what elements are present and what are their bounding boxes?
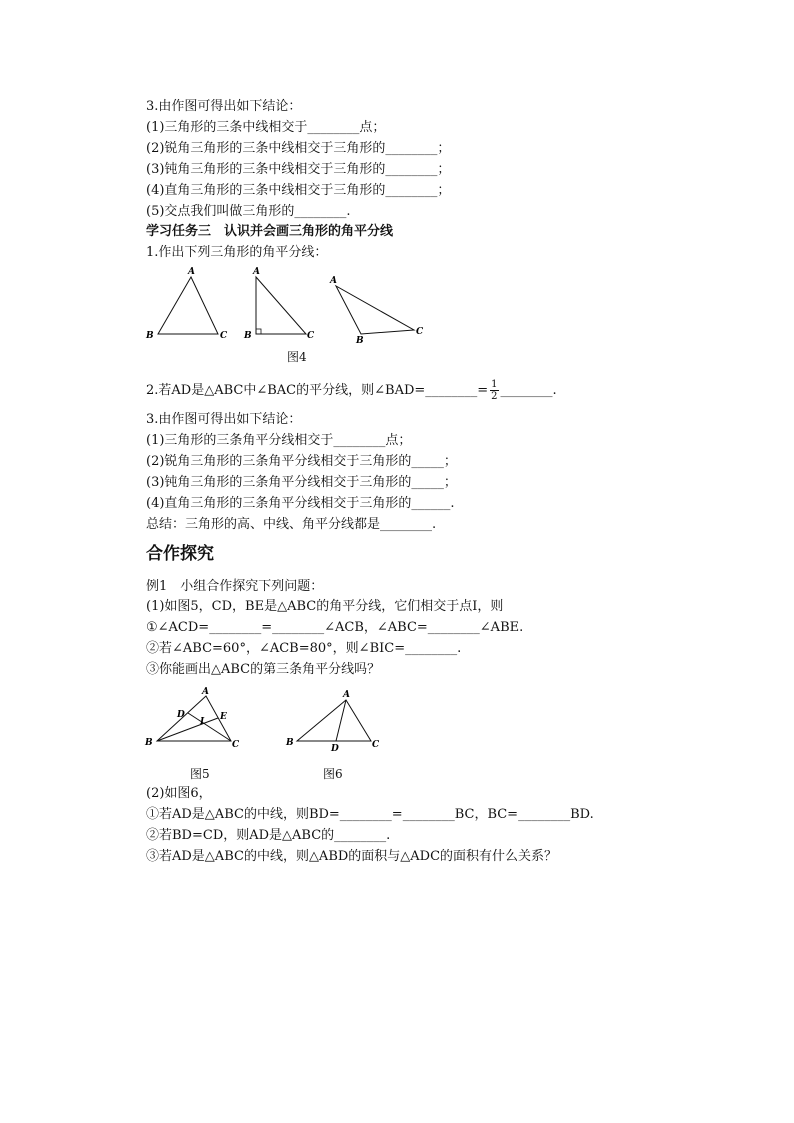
bisector-conclusion-4: (4)直角三角形的三条角平分线相交于三角形的______. bbox=[146, 496, 455, 511]
bisector-conclusion-1: (1)三角形的三条角平分线相交于________点； bbox=[146, 433, 412, 448]
label-B: B bbox=[286, 738, 294, 748]
label-A: A bbox=[330, 276, 337, 286]
figure-4-caption: 图4 bbox=[287, 350, 307, 364]
label-B: B bbox=[145, 738, 153, 748]
bisector-conclusion-2: (2)锐角三角形的三条角平分线相交于三角形的_____； bbox=[146, 454, 457, 469]
label-D: D bbox=[177, 710, 185, 720]
part-1: (1)如图5，CD，BE是△ABC的角平分线，它们相交于点I，则 bbox=[146, 599, 504, 614]
label-C: C bbox=[372, 740, 380, 750]
median-conclusion-2: (2)锐角三角形的三条中线相交于三角形的________； bbox=[146, 141, 451, 156]
part-2-q1: ①若AD是△ABC的中线，则BD=________=________BC，BC=________BD. bbox=[146, 807, 594, 822]
bisector-be bbox=[157, 718, 218, 741]
summary: 总结：三角形的高、中线、角平分线都是________. bbox=[146, 517, 437, 532]
median-conclusion-3: (3)钝角三角形的三条中线相交于三角形的________； bbox=[146, 162, 451, 177]
figure-5-caption: 图5 bbox=[190, 767, 210, 781]
part-2-q2: ②若BD=CD，则AD是△ABC的________. bbox=[146, 828, 391, 843]
bisector-conclusion-heading: 3.由作图可得出如下结论： bbox=[146, 412, 302, 427]
label-B: B bbox=[244, 331, 252, 341]
task3-instruction: 1.作出下列三角形的角平分线： bbox=[146, 245, 328, 260]
median-ad bbox=[336, 700, 346, 741]
label-C: C bbox=[416, 327, 424, 337]
right-angle-mark bbox=[256, 329, 261, 334]
bisector-question-end: ________. bbox=[500, 383, 557, 398]
label-A: A bbox=[188, 267, 195, 277]
triangle-abc bbox=[297, 700, 371, 741]
part-2: (2)如图6， bbox=[146, 786, 212, 801]
label-C: C bbox=[232, 740, 240, 750]
label-C: C bbox=[307, 331, 315, 341]
label-A: A bbox=[253, 267, 260, 277]
conclusion-heading: 3.由作图可得出如下结论： bbox=[146, 99, 302, 114]
fraction-denominator: 2 bbox=[491, 391, 498, 402]
part-1-q3: ③你能画出△ABC的第三条角平分线吗？ bbox=[146, 662, 381, 677]
part-2-q3: ③若AD是△ABC的中线，则△ABD的面积与△ADC的面积有什么关系？ bbox=[146, 849, 558, 864]
label-A: A bbox=[202, 687, 209, 697]
figure-6 bbox=[280, 686, 390, 752]
median-conclusion-4: (4)直角三角形的三条中线相交于三角形的________； bbox=[146, 183, 451, 198]
part-1-q2: ②若∠ABC=60°，∠ACB=80°，则∠BIC=________. bbox=[146, 641, 462, 656]
example-1: 例1 小组合作探究下列问题： bbox=[146, 579, 324, 594]
bisector-question-text: 2.若AD是△ABC中∠BAC的平分线，则∠BAD=________= bbox=[146, 383, 489, 398]
median-conclusion-5: (5)交点我们叫做三角形的________. bbox=[146, 204, 351, 219]
label-E: E bbox=[220, 712, 227, 722]
median-conclusion-1: (1)三角形的三条中线相交于________点； bbox=[146, 120, 386, 135]
bisector-conclusion-3: (3)钝角三角形的三条角平分线相交于三角形的_____； bbox=[146, 475, 457, 490]
part-1-q1: ①∠ACD=________=________∠ACB，∠ABC=________∠ABE. bbox=[146, 620, 524, 635]
one-half-fraction bbox=[490, 379, 498, 402]
figure-4 bbox=[140, 262, 440, 346]
label-B: B bbox=[356, 336, 364, 346]
figure-5 bbox=[140, 686, 250, 752]
label-C: C bbox=[220, 331, 228, 341]
label-I: I bbox=[200, 717, 205, 727]
right-triangle bbox=[256, 277, 306, 334]
label-D: D bbox=[331, 744, 339, 752]
acute-triangle bbox=[158, 277, 218, 334]
section-heading: 合作探究 bbox=[146, 544, 214, 564]
fraction-numerator: 1 bbox=[491, 379, 498, 390]
label-B: B bbox=[146, 331, 154, 341]
task3-heading: 学习任务三 认识并会画三角形的角平分线 bbox=[146, 224, 394, 239]
obtuse-triangle bbox=[336, 286, 414, 334]
label-A: A bbox=[343, 690, 350, 700]
bisector-question bbox=[146, 379, 557, 402]
figure-6-caption: 图6 bbox=[323, 767, 343, 781]
